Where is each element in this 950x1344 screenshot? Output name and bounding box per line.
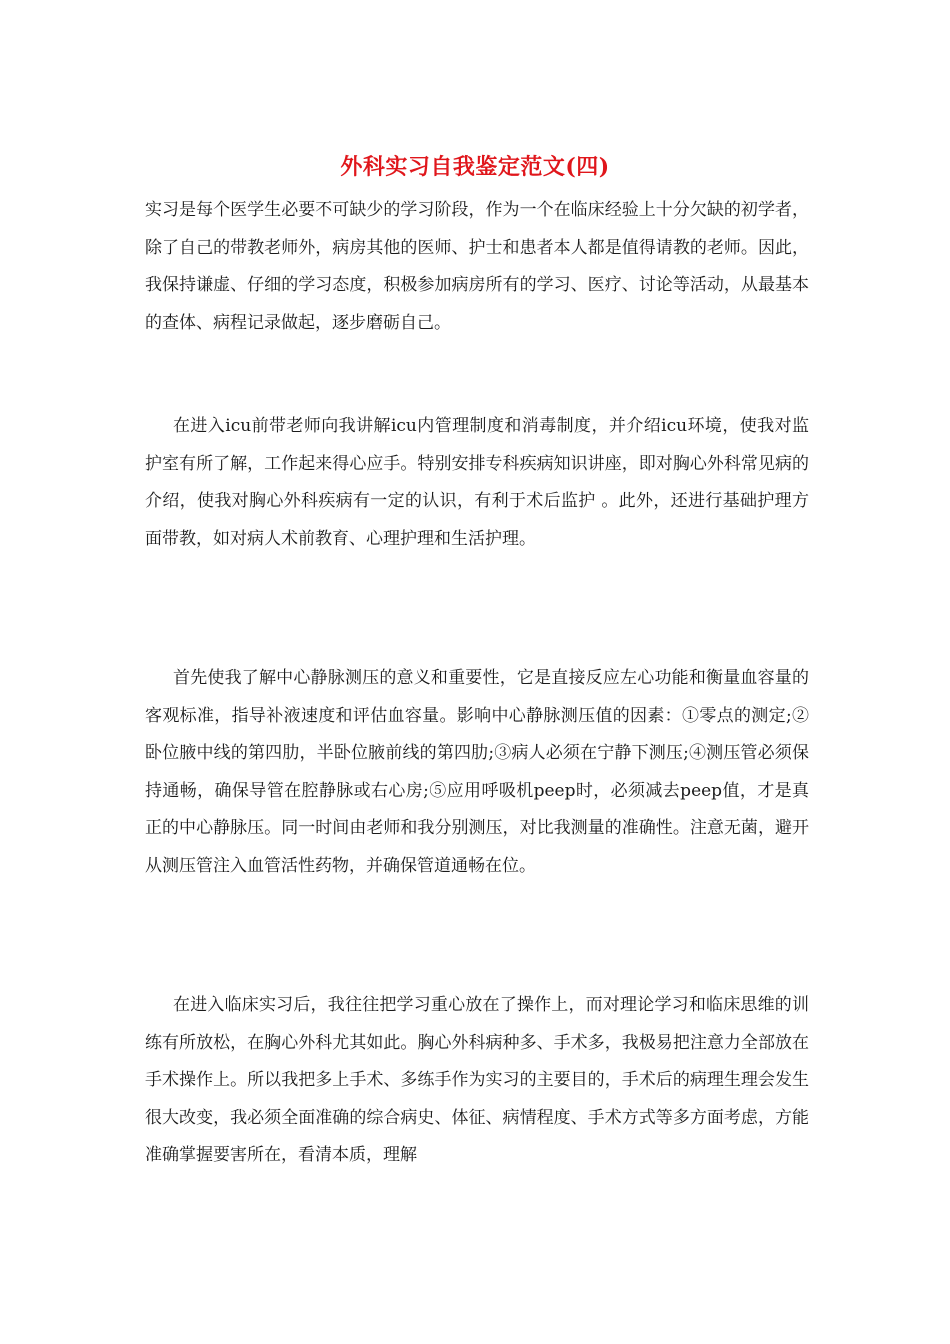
paragraph-central-venous-pressure: 首先使我了解中心静脉测压的意义和重要性，它是直接反应左心功能和衡量血容量的客观标准，指导补液速度和评估血容量。影响中心静脉测压值的因素：①零点的测定;②卧位腋中线的第四肋，半卧位腋前线的第四肋;③病人必须在宁静下测压;④测压管必须保持通畅，确保导管在腔静脉或右心房;⑤应用呼吸机peep时，必须减去peep值，才是真正的中心静脉压。同一时间由老师和我分别测压，对比我测量的准确性。注意无菌，避开从测压管注入血管活性药物，并确保管道通畅在位。 bbox=[145, 668, 809, 876]
paragraph-icu-orientation: 在进入icu前带老师向我讲解icu内管理制度和消毒制度，并介绍icu环境，使我对监护室有所了解，工作起来得心应手。特别安排专科疾病知识讲座，即对胸心外科常见病的介绍，使我对胸心外科疾病有一定的认识，有利于术后监护 。此外，还进行基础护理方面带教，如对病人术前教育、心理护理和生活护理。 bbox=[145, 416, 809, 549]
paragraph-clinical-practice: 在进入临床实习后，我往往把学习重心放在了操作上，而对理论学习和临床思维的训练有所放松，在胸心外科尤其如此。胸心外科病种多、手术多，我极易把注意力全部放在手术操作上。所以我把多上手术、多练手作为实习的主要目的，手术后的病理生理会发生很大改变，我必须全面准确的综合病史、体征、病情程度、手术方式等多方面考虑，方能准确掌握要害所在，看清本质，理解 bbox=[145, 995, 809, 1165]
document-title: 外科实习自我鉴定范文(四) bbox=[340, 154, 610, 180]
paragraph-internship-intro: 实习是每个医学生必要不可缺少的学习阶段，作为一个在临床经验上十分欠缺的初学者，除了自己的带教老师外，病房其他的医师、护士和患者本人都是值得请教的老师。因此，我保持谦虚、仔细的学习态度，积极参加病房所有的学习、医疗、讨论等活动，从最基本的查体、病程记录做起，逐步磨砺自己。 bbox=[145, 200, 809, 333]
